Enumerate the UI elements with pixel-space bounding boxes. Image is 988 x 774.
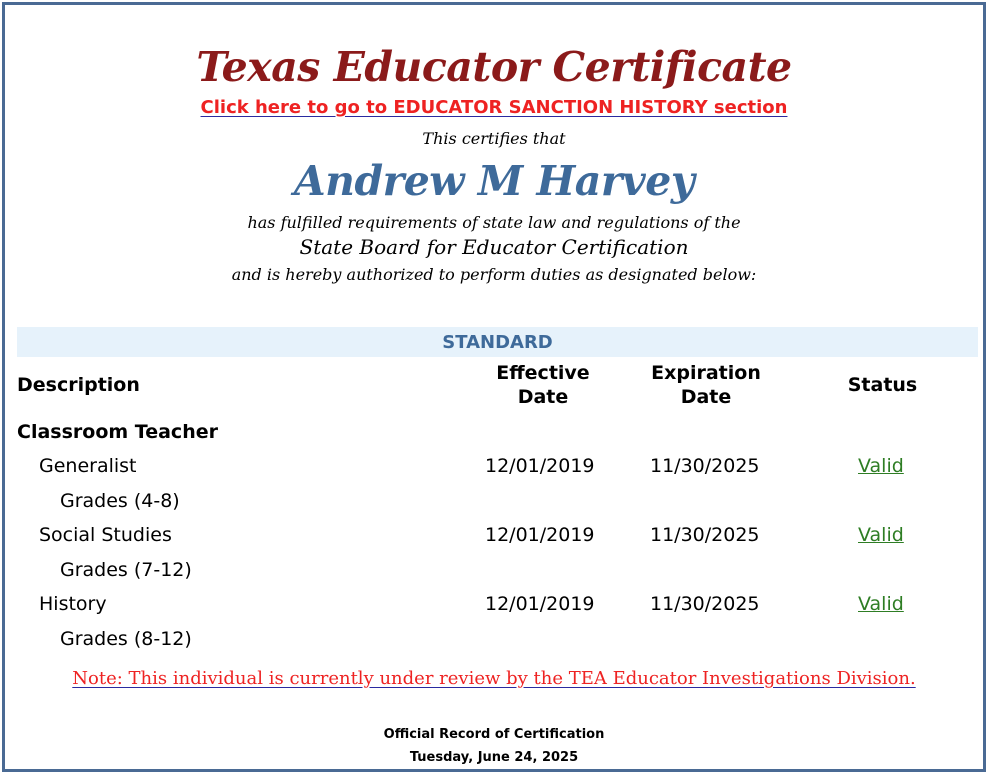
- row-grades: Grades (4-8): [60, 490, 180, 512]
- row-expiration-date: 11/30/2025: [650, 593, 760, 615]
- row-subject: History: [39, 593, 107, 615]
- header-description: Description: [17, 374, 140, 396]
- certifies-text: This certifies that: [422, 129, 566, 148]
- row-status-link[interactable]: Valid: [858, 455, 904, 477]
- record-date: Tuesday, June 24, 2025: [409, 750, 579, 765]
- official-record-label: Official Record of Certification: [383, 727, 605, 742]
- row-status-link[interactable]: Valid: [858, 593, 904, 615]
- header-expiration-date: [631, 361, 781, 409]
- fulfilled-text: has fulfilled requirements of state law and regulations of the: [247, 213, 741, 232]
- row-expiration-date: 11/30/2025: [650, 455, 760, 477]
- row-status-link[interactable]: Valid: [858, 524, 904, 546]
- board-text: State Board for Educator Certification: [299, 235, 689, 259]
- educator-name: Andrew M Harvey: [293, 157, 695, 205]
- investigation-note-link[interactable]: Note: This individual is currently under review by the TEA Educator Investigations Division.: [72, 668, 916, 689]
- row-expiration-date: 11/30/2025: [650, 524, 760, 546]
- row-grades: Grades (7-12): [60, 559, 192, 581]
- row-effective-date: 12/01/2019: [485, 524, 595, 546]
- header-effective-line2: Date: [517, 386, 569, 408]
- header-expiration-line2: Date: [680, 386, 732, 408]
- header-status: Status: [847, 374, 918, 396]
- group-title: Classroom Teacher: [17, 421, 218, 443]
- sanction-history-link[interactable]: Click here to go to EDUCATOR SANCTION HISTORY section: [200, 97, 788, 118]
- row-effective-date: 12/01/2019: [485, 455, 595, 477]
- row-effective-date: 12/01/2019: [485, 593, 595, 615]
- row-subject: Social Studies: [39, 524, 172, 546]
- certificate-frame: [2, 2, 986, 772]
- row-subject: Generalist: [39, 455, 137, 477]
- standard-section-header: STANDARD: [17, 327, 978, 357]
- header-effective-line1: Effective: [496, 362, 590, 384]
- certificate-title: Texas Educator Certificate: [196, 43, 792, 91]
- header-effective-date: [473, 361, 613, 409]
- row-grades: Grades (8-12): [60, 628, 192, 650]
- authorized-text: and is hereby authorized to perform duties as designated below:: [231, 265, 757, 284]
- header-expiration-line1: Expiration: [651, 362, 761, 384]
